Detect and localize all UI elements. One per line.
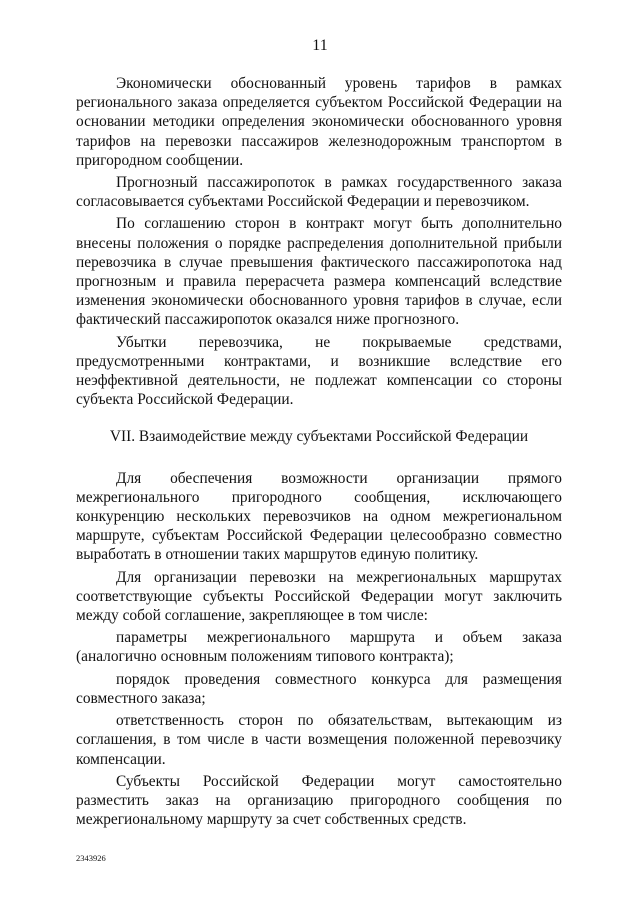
paragraph-agreement: Для организации перевозки на межрегиональных маршрутах соответствующие субъекты Российской Федерации могут заключить между собой соглашение, закрепляющее в том числе: [76,568,562,625]
document-code: 2343926 [76,853,106,863]
paragraph-interregional-service: Для обеспечения возможности организации прямого межрегионального пригородного сообщения, исключающего конкуренцию нескольких перевозчиков на одном межрегиональном маршруте, субъектам Российской Федерации целесообразно совместно выработать в отношении таких маршрутов единую политику. [76,469,562,564]
paragraph-own-funds: Субъекты Российской Федерации могут самостоятельно разместить заказ на организацию пригородного сообщения по межрегиональному маршруту за счет собственных средств. [76,772,562,829]
paragraph-contract-provisions: По соглашению сторон в контракт могут быть дополнительно внесены положения о порядке распределения дополнительной прибыли перевозчика в случае превышения фактического пассажиропотока над прогнозным и правила перерасчета размера компенсаций вследствие изменения экономически обоснованного уровня тарифов в случае, если фактический пассажиропоток оказался ниже прогнозного. [76,215,562,329]
list-item-route-parameters: параметры межрегионального маршрута и объем заказа (аналогично основным положениям типового контракта); [76,629,562,666]
paragraph-carrier-losses: Убытки перевозчика, не покрываемые средствами, предусмотренными контрактами, и возникшие вследствие его неэффективной деятельности, не подлежат компенсации со стороны субъекта Российской Федерации. [76,333,562,409]
document-body [76,74,562,832]
list-item-responsibility: ответственность сторон по обязательствам, вытекающим из соглашения, в том числе в части возмещения положенной перевозчику компенсации. [76,712,562,768]
section-heading: VII. Взаимодействие между субъектами Российской Федерации [109,428,529,446]
paragraph-forecast-passenger-flow: Прогнозный пассажиропоток в рамках государственного заказа согласовывается субъектами Российской Федерации и перевозчиком. [76,174,562,211]
page-number: 11 [312,37,328,54]
list-item-joint-tender: порядок проведения совместного конкурса для размещения совместного заказа; [76,670,562,707]
paragraph-tariff-level: Экономически обоснованный уровень тарифов в рамках регионального заказа определяется субъектом Российской Федерации на основании методики определения экономически обоснованного уровня тарифов на перевозки пассажиров железнодорожным транспортом в пригородном сообщении. [76,75,562,169]
